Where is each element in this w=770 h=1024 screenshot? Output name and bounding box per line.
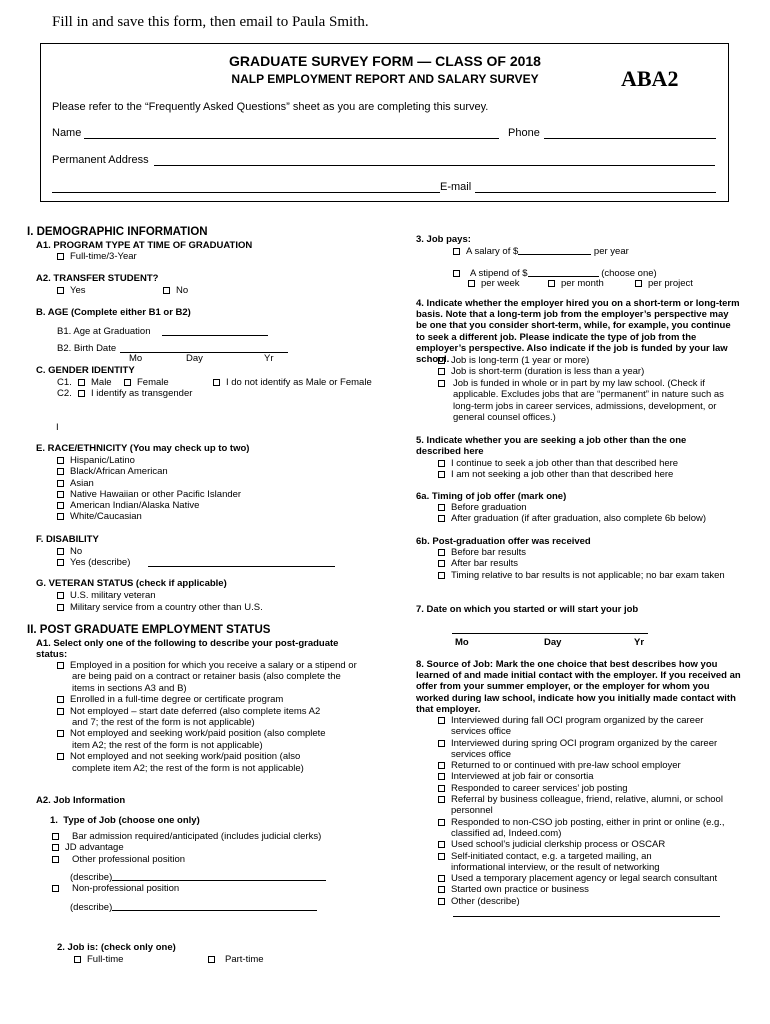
checkbox[interactable]	[57, 662, 64, 669]
checkbox[interactable]	[57, 559, 64, 566]
s2-a1-options	[57, 660, 357, 774]
describe-field-1[interactable]	[112, 880, 326, 881]
q4-option[interactable]: Job is long-term (1 year or more)	[438, 355, 644, 366]
q7-title: 7. Date on which you started or will start your job	[416, 604, 639, 615]
c1-male[interactable]: Male	[78, 377, 112, 388]
checkbox[interactable]	[57, 753, 64, 760]
a1-option[interactable]: Full-time/3-Year	[57, 251, 137, 262]
s2-option[interactable]: Employed in a position for which you receive a salary or a stipend or	[57, 660, 357, 671]
b2-label: B2. Birth Date	[57, 343, 117, 354]
c-title: C. GENDER IDENTITY	[36, 365, 135, 376]
q4-options	[438, 355, 644, 378]
describe-field-2[interactable]	[112, 910, 317, 911]
stipend-field[interactable]	[528, 266, 599, 277]
disability-describe-field[interactable]	[148, 566, 335, 567]
q5-options	[438, 458, 678, 481]
checkbox[interactable]	[438, 853, 445, 860]
checkbox[interactable]	[57, 730, 64, 737]
checkbox[interactable]	[57, 287, 64, 294]
e-option[interactable]: Hispanic/Latino	[57, 455, 241, 466]
s2-option[interactable]: Not employed – start date deferred (also complete items A2	[57, 706, 357, 717]
section2-title: II. POST GRADUATE EMPLOYMENT STATUS	[27, 624, 271, 636]
checkbox[interactable]	[57, 253, 64, 260]
checkbox[interactable]	[57, 604, 64, 611]
q8-title: 8. Source of Job: Mark the one choice that best describes how you learned of and made initial contact with the employer. If you received an offer from your summer employer, or the employer for whom you worked during law school, indicate how you initially made contact with that employer.	[416, 659, 741, 715]
describe-label-1: (describe)	[70, 872, 113, 883]
q6b-option[interactable]: Before bar results	[438, 547, 725, 558]
c2-option[interactable]: I identify as transgender	[78, 388, 192, 399]
form-title: GRADUATE SURVEY FORM — CLASS OF 2018	[229, 53, 541, 69]
checkbox[interactable]	[438, 380, 445, 387]
q7-mo: Mo	[455, 637, 469, 648]
checkbox[interactable]	[453, 270, 460, 277]
checkbox[interactable]	[52, 833, 59, 840]
q3-per-week[interactable]: per week	[468, 278, 520, 289]
form-subtitle: NALP EMPLOYMENT REPORT AND SALARY SURVEY	[231, 72, 539, 86]
q5-option[interactable]: I am not seeking a job other than that described here	[438, 469, 678, 480]
f-title: F. DISABILITY	[36, 534, 99, 545]
q8-option[interactable]: Returned to or continued with pre-law school employer	[438, 760, 738, 771]
q7-day: Day	[544, 637, 562, 648]
q3-per-month[interactable]: per month	[548, 278, 604, 289]
birth-date-field[interactable]	[120, 352, 288, 353]
e-options	[57, 455, 241, 523]
q4-funded-text: Job is funded in whole or in part by my law school. (Check if applicable. Excludes jobs that are “permanent” in nature such as long-term jobs in career services, admissions, development, or general counsel offices.)	[453, 378, 724, 423]
q6a-option[interactable]: Before graduation	[438, 502, 706, 513]
q8-option[interactable]: Interviewed at job fair or consortia	[438, 771, 738, 782]
checkbox[interactable]	[57, 696, 64, 703]
checkbox[interactable]	[548, 280, 555, 287]
g-title: G. VETERAN STATUS (check if applicable)	[36, 578, 227, 589]
q8-option[interactable]: Used a temporary placement agency or legal search consultant	[438, 873, 738, 884]
e-option[interactable]: Black/African American	[57, 466, 241, 477]
checkbox[interactable]	[78, 379, 85, 386]
checkbox[interactable]	[468, 280, 475, 287]
checkbox[interactable]	[438, 785, 445, 792]
q5-option[interactable]: I continue to seek a job other than that described here	[438, 458, 678, 469]
checkbox[interactable]	[438, 368, 445, 375]
s2-a1-title-2: status:	[36, 649, 68, 660]
checkbox[interactable]	[163, 287, 170, 294]
checkbox[interactable]	[438, 560, 445, 567]
q3-title: 3. Job pays:	[416, 234, 471, 245]
checkbox[interactable]	[57, 491, 64, 498]
email-field[interactable]	[475, 192, 716, 193]
c1-row: C1.	[57, 377, 72, 388]
q1-title: 1. Type of Job (choose one only)	[50, 815, 200, 826]
checkbox[interactable]	[57, 592, 64, 599]
checkbox[interactable]	[57, 708, 64, 715]
s2-option-cont: and 7; the rest of the form is not applicable)	[72, 717, 255, 729]
f-no[interactable]: No	[57, 546, 82, 557]
address-label: Permanent Address	[52, 154, 149, 166]
faq-note: Please refer to the “Frequently Asked Questions” sheet as you are completing this survey.	[52, 101, 489, 113]
checkbox[interactable]	[438, 841, 445, 848]
q8-option[interactable]: Started own practice or business	[438, 884, 738, 895]
checkbox[interactable]	[213, 379, 220, 386]
phone-field[interactable]	[544, 138, 716, 139]
describe-label-2: (describe)	[70, 902, 113, 913]
e-option[interactable]: American Indian/Alaska Native	[57, 500, 241, 511]
checkbox[interactable]	[438, 796, 445, 803]
address-line-2[interactable]	[52, 192, 440, 193]
e-option[interactable]: White/Caucasian	[57, 511, 241, 522]
checkbox[interactable]	[57, 513, 64, 520]
checkbox[interactable]	[453, 248, 460, 255]
q6b-option[interactable]: After bar results	[438, 558, 725, 569]
checkbox[interactable]	[52, 885, 59, 892]
checkbox[interactable]	[438, 515, 445, 522]
start-date-field[interactable]	[452, 633, 648, 634]
q3-per-project[interactable]: per project	[635, 278, 693, 289]
day-label: Day	[186, 353, 203, 364]
checkbox[interactable]	[438, 875, 445, 882]
s2-a1-title: A1. Select only one of the following to describe your post-graduate	[36, 638, 339, 649]
checkbox[interactable]	[57, 548, 64, 555]
q1-option[interactable]: Other professional position	[52, 854, 321, 865]
checkbox[interactable]	[438, 886, 445, 893]
q8-option[interactable]: Other (describe)	[438, 896, 738, 907]
q2-full[interactable]: Full-time	[74, 954, 123, 965]
e-title: E. RACE/ETHNICITY (You may check up to two)	[36, 443, 250, 454]
q8-options	[438, 715, 738, 907]
q6b-options	[438, 547, 725, 581]
s2-option[interactable]: Not employed and not seeking work/paid position (also	[57, 751, 357, 762]
q8-option[interactable]: Responded to career services’ job posting	[438, 783, 738, 794]
q8-option[interactable]: Interviewed during fall OCI program organized by the career services office	[438, 715, 738, 738]
g-option[interactable]: Military service from a country other than U.S.	[57, 602, 263, 613]
c1-female[interactable]: Female	[124, 377, 169, 388]
s2-option[interactable]: Not employed and seeking work/paid position (also complete	[57, 728, 357, 739]
checkbox[interactable]	[57, 457, 64, 464]
other-describe-field[interactable]	[453, 916, 720, 917]
q1-options	[52, 831, 321, 865]
name-field[interactable]	[84, 138, 499, 139]
s2-option-cont: complete item A2; the rest of the form is not applicable)	[72, 762, 304, 774]
stray-mark: I	[56, 422, 59, 433]
q8-option[interactable]: Referral by business colleague, friend, relative, alumni, or school personnel	[438, 794, 738, 817]
q7-yr: Yr	[634, 637, 645, 648]
q8-option[interactable]: Responded to non-CSO job posting, either in print or online (e.g., classified ad, Indeed.com)	[438, 817, 738, 840]
q6b-title: 6b. Post-graduation offer was received	[416, 536, 591, 547]
checkbox[interactable]	[438, 549, 445, 556]
q8-option[interactable]: Interviewed during spring OCI program organized by the career services office	[438, 738, 738, 761]
q4-option[interactable]: Job is short-term (duration is less than a year)	[438, 366, 644, 377]
q4-funded-box[interactable]	[438, 378, 451, 389]
s2-a2-title: A2. Job Information	[36, 795, 126, 806]
phone-label: Phone	[508, 127, 540, 139]
top-instruction: Fill in and save this form, then email to Paula Smith.	[52, 14, 369, 30]
q3-stipend[interactable]: A stipend of $ (choose one)	[453, 266, 657, 279]
checkbox[interactable]	[124, 379, 131, 386]
a2-title: A2. TRANSFER STUDENT?	[36, 273, 159, 284]
checkbox[interactable]	[438, 898, 445, 905]
age-field[interactable]	[162, 335, 268, 336]
q1-option[interactable]: Bar admission required/anticipated (includes judicial clerks)	[52, 831, 321, 842]
checkbox[interactable]	[438, 740, 445, 747]
checkbox[interactable]	[57, 502, 64, 509]
e-option[interactable]: Native Hawaiian or other Pacific Islander	[57, 489, 241, 500]
q8-option[interactable]: Self-initiated contact, e.g. a targeted mailing, an informational interview, or the result of networking	[438, 851, 738, 874]
checkbox[interactable]	[57, 468, 64, 475]
q2-part[interactable]: Part-time	[208, 954, 264, 965]
checkbox[interactable]	[52, 844, 59, 851]
b-title: B. AGE (Complete either B1 or B2)	[36, 307, 191, 318]
email-label: E-mail	[440, 181, 472, 193]
s2-option-cont: are being paid on a contract or retainer basis (also complete the	[72, 671, 341, 683]
checkbox[interactable]	[438, 762, 445, 769]
q1-nonpro[interactable]: Non-professional position	[52, 883, 179, 894]
c1-other[interactable]: I do not identify as Male or Female	[213, 377, 372, 388]
checkbox[interactable]	[438, 717, 445, 724]
checkbox[interactable]	[438, 819, 445, 826]
checkbox[interactable]	[438, 460, 445, 467]
form-code: ABA2	[621, 66, 679, 91]
checkbox[interactable]	[78, 390, 85, 397]
checkbox[interactable]	[438, 773, 445, 780]
address-field[interactable]	[154, 165, 715, 166]
a2-yes[interactable]: Yes	[57, 285, 86, 296]
q2-title: 2. Job is: (check only one)	[57, 942, 176, 953]
q4-title: 4. Indicate whether the employer hired you on a short-term or long-term basis. Note that a long-term job from the employer’s perspective may be one that you consider short-term, while, for example, you continue to seek a different job. Please indicate the type of job from the employer’s perspective. Also indicate if the job is funded by your law school.	[416, 298, 740, 366]
q3-salary[interactable]: A salary of $ per year	[453, 244, 629, 257]
checkbox[interactable]	[438, 572, 445, 579]
c2-row: C2.	[57, 388, 72, 399]
checkbox[interactable]	[438, 471, 445, 478]
q8-option[interactable]: Used school’s judicial clerkship process or OSCAR	[438, 839, 738, 850]
s2-option-cont: item A2; the rest of the form is not applicable)	[72, 739, 263, 751]
f-yes[interactable]: Yes (describe)	[57, 557, 130, 568]
yr-label: Yr	[264, 353, 274, 364]
q5-title: 5. Indicate whether you are seeking a job other than the one described here	[416, 435, 687, 458]
checkbox[interactable]	[208, 956, 215, 963]
q6b-option[interactable]: Timing relative to bar results is not applicable; no bar exam taken	[438, 570, 725, 581]
g-option[interactable]: U.S. military veteran	[57, 590, 156, 601]
q6a-options	[438, 502, 706, 525]
checkbox[interactable]	[438, 504, 445, 511]
q1-option[interactable]: JD advantage	[52, 842, 321, 853]
b1-label: B1. Age at Graduation	[57, 326, 151, 337]
mo-label: Mo	[129, 353, 143, 364]
s2-option-cont: items in sections A3 and B)	[72, 682, 187, 694]
s2-option[interactable]: Enrolled in a full-time degree or certificate program	[57, 694, 357, 705]
checkbox[interactable]	[74, 956, 81, 963]
salary-field[interactable]	[518, 244, 591, 255]
checkbox[interactable]	[438, 357, 445, 364]
q6a-option[interactable]: After graduation (if after graduation, also complete 6b below)	[438, 513, 706, 524]
q6a-title: 6a. Timing of job offer (mark one)	[416, 491, 567, 502]
a2-no[interactable]: No	[163, 285, 188, 296]
section1-title: I. DEMOGRAPHIC INFORMATION	[27, 226, 208, 238]
checkbox[interactable]	[635, 280, 642, 287]
checkbox[interactable]	[52, 856, 59, 863]
checkbox[interactable]	[57, 480, 64, 487]
name-label: Name	[52, 127, 82, 139]
a1-title: A1. PROGRAM TYPE AT TIME OF GRADUATION	[36, 240, 253, 251]
e-option[interactable]: Asian	[57, 478, 241, 489]
